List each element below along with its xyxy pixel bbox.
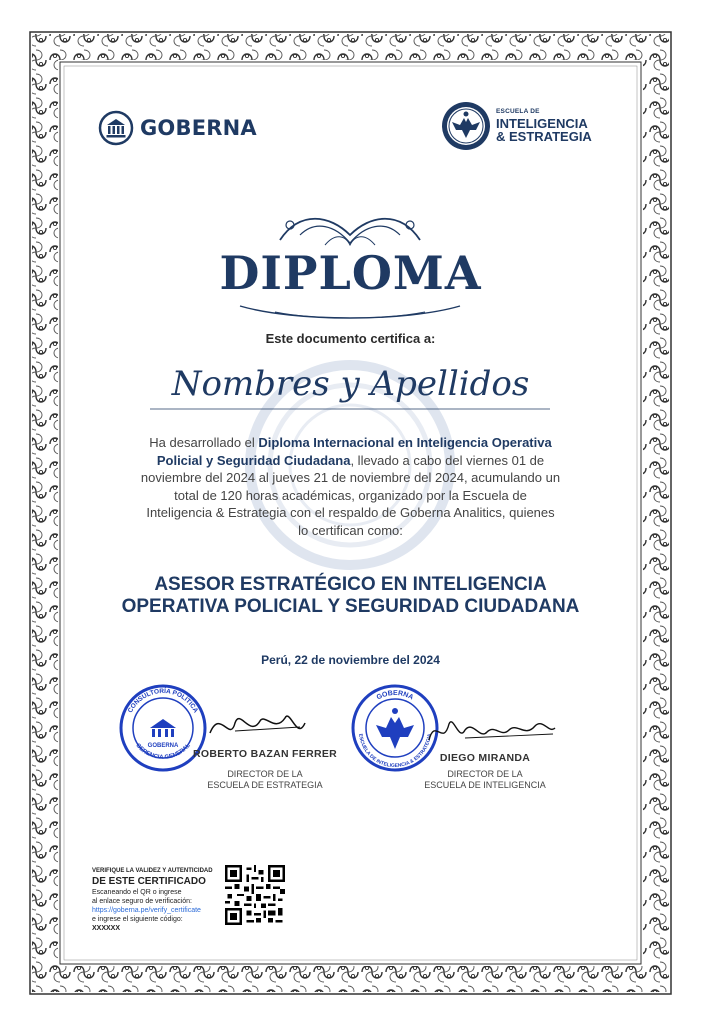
body-details: , llevado a cabo del viernes 01 de noviembre del 2024 al jueves 21 de noviembre del 2024, acumulando un total de 120 horas académicas, organizado por la Escuela de Inteligencia & Estrategia con el respaldo de Goberna Analitics, quienes lo certifican como: — [140, 452, 561, 538]
verify-line1: VERIFIQUE LA VALIDEZ Y AUTENTICIDAD — [92, 868, 213, 874]
school-logo-line1: ESCUELA DE — [496, 107, 540, 115]
verify-line2: DE ESTE CERTIFICADO — [92, 876, 206, 887]
verify-code: XXXXXX — [92, 925, 121, 932]
signature-diego — [425, 712, 560, 750]
signature-roberto — [205, 703, 315, 748]
verification-block — [92, 867, 222, 933]
goberna-logo — [98, 110, 257, 146]
signature-block-2 — [410, 752, 560, 791]
signer-name-1: ROBERTO BAZAN FERRER — [192, 748, 338, 760]
recipient-name: Nombres y Apellidos — [171, 364, 530, 404]
certificate-title: DIPLOMA — [219, 246, 482, 300]
degree-title: ASESOR ESTRATÉGICO EN INTELIGENCIA OPERATIVA POLICIAL Y SEGURIDAD CIUDADANA — [121, 574, 580, 617]
signer-role-2a: DIRECTOR DE LA — [447, 769, 523, 779]
verify-line3: Escaneando el QR o ingrese — [92, 889, 182, 896]
goberna-wordmark: GOBERNA — [140, 116, 257, 140]
flourish-ornament-icon — [270, 205, 430, 250]
body-intro: Ha desarrollado el — [149, 435, 259, 450]
svg-text:CONSULTORÍA POLÍTICA — [127, 686, 199, 714]
stamp2-top-text: GOBERNA — [375, 689, 415, 702]
verify-line5: e ingrese el siguiente código: — [92, 916, 183, 923]
school-logo-line2: INTELIGENCIA — [496, 116, 588, 132]
signature-block-1 — [190, 748, 340, 791]
qr-code-icon[interactable] — [225, 865, 285, 925]
stamp-center-text: GOBERNA — [147, 743, 179, 749]
eagle-crest-icon — [440, 100, 492, 152]
signer-role-1a: DIRECTOR DE LA — [227, 769, 303, 779]
signer-role-1b: ESCUELA DE ESTRATEGIA — [207, 780, 323, 790]
building-columns-icon — [98, 110, 134, 146]
verify-line4: al enlace seguro de verificación: — [92, 898, 193, 905]
certifies-label: Este documento certifica a: — [265, 331, 436, 346]
program-name: Diploma Internacional en Inteligencia Operativa Policial y Seguridad Ciudadana — [156, 435, 552, 468]
school-logo-line3: & ESTRATEGIA — [496, 129, 592, 145]
name-underline — [150, 407, 550, 411]
place-date: Perú, 22 de noviembre del 2024 — [261, 653, 440, 667]
certificate-body — [140, 434, 561, 539]
stamp-bottom-text: GERENCIA GENERAL — [134, 742, 192, 761]
school-logo — [440, 100, 592, 152]
signer-name-2: DIEGO MIRANDA — [439, 752, 531, 764]
verify-link[interactable]: https://goberna.pe/verify_certificate — [92, 907, 201, 914]
stamp2-bottom-text: ESCUELA DE INTELIGENCIA & ESTRATEGIA — [357, 733, 433, 770]
flourish-divider — [235, 300, 465, 322]
signer-role-2b: ESCUELA DE INTELIGENCIA — [424, 780, 546, 790]
stamp-top-text: CONSULTORÍA POLÍTICA — [126, 687, 200, 715]
